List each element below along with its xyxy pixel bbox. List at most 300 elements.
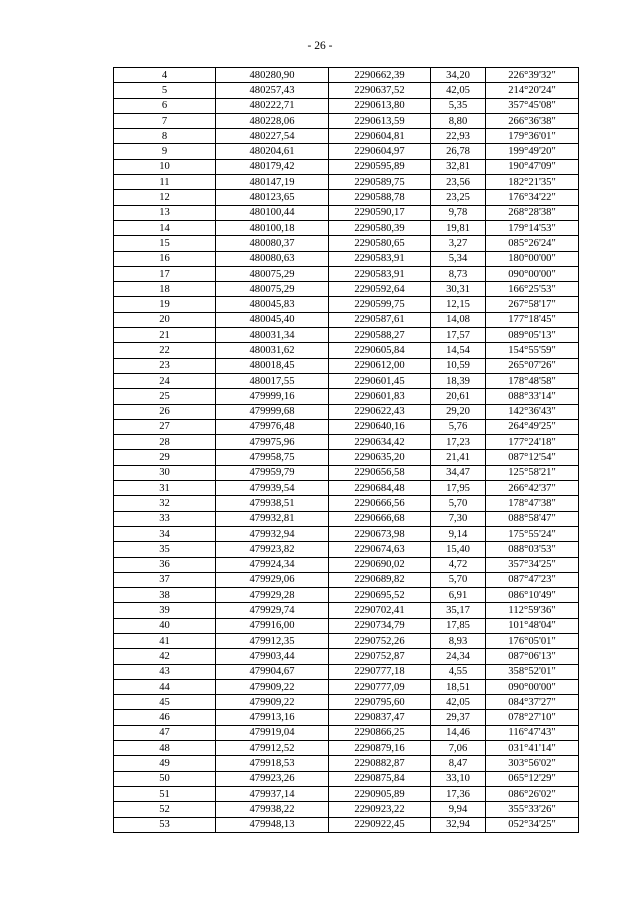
table-row <box>114 343 579 358</box>
distance-cell: 12,15 <box>431 297 486 312</box>
distance-cell: 7,30 <box>431 511 486 526</box>
y-coordinate-cell: 2290613,80 <box>329 98 431 113</box>
table-row <box>114 618 579 633</box>
table-row <box>114 435 579 450</box>
x-coordinate-cell: 480123,65 <box>216 190 329 205</box>
point-number-cell: 7 <box>114 113 216 128</box>
distance-cell: 4,55 <box>431 664 486 679</box>
y-coordinate-cell: 2290580,39 <box>329 220 431 235</box>
y-coordinate-cell: 2290656,58 <box>329 465 431 480</box>
x-coordinate-cell: 479999,16 <box>216 389 329 404</box>
bearing-cell: 087°47'23" <box>486 572 579 587</box>
point-number-cell: 17 <box>114 266 216 281</box>
distance-cell: 22,93 <box>431 129 486 144</box>
bearing-cell: 086°26'02" <box>486 786 579 801</box>
x-coordinate-cell: 480179,42 <box>216 159 329 174</box>
table-row <box>114 312 579 327</box>
distance-cell: 4,72 <box>431 557 486 572</box>
y-coordinate-cell: 2290882,87 <box>329 756 431 771</box>
bearing-cell: 084°37'27" <box>486 695 579 710</box>
distance-cell: 24,34 <box>431 649 486 664</box>
distance-cell: 34,20 <box>431 68 486 83</box>
table-row <box>114 557 579 572</box>
x-coordinate-cell: 480018,45 <box>216 358 329 373</box>
point-number-cell: 31 <box>114 481 216 496</box>
table-row <box>114 511 579 526</box>
y-coordinate-cell: 2290777,09 <box>329 679 431 694</box>
x-coordinate-cell: 479938,51 <box>216 496 329 511</box>
point-number-cell: 27 <box>114 419 216 434</box>
x-coordinate-cell: 480228,06 <box>216 113 329 128</box>
y-coordinate-cell: 2290588,27 <box>329 328 431 343</box>
bearing-cell: 088°03'53" <box>486 542 579 557</box>
table-row <box>114 771 579 786</box>
point-number-cell: 33 <box>114 511 216 526</box>
x-coordinate-cell: 480080,37 <box>216 236 329 251</box>
distance-cell: 9,14 <box>431 526 486 541</box>
point-number-cell: 5 <box>114 83 216 98</box>
bearing-cell: 357°45'08" <box>486 98 579 113</box>
bearing-cell: 087°12'54" <box>486 450 579 465</box>
distance-cell: 17,36 <box>431 786 486 801</box>
table-row <box>114 389 579 404</box>
x-coordinate-cell: 480100,18 <box>216 220 329 235</box>
point-number-cell: 49 <box>114 756 216 771</box>
x-coordinate-cell: 480080,63 <box>216 251 329 266</box>
y-coordinate-cell: 2290837,47 <box>329 710 431 725</box>
point-number-cell: 47 <box>114 725 216 740</box>
point-number-cell: 45 <box>114 695 216 710</box>
distance-cell: 32,81 <box>431 159 486 174</box>
table-row <box>114 603 579 618</box>
bearing-cell: 355°33'26" <box>486 802 579 817</box>
table-row <box>114 802 579 817</box>
bearing-cell: 358°52'01" <box>486 664 579 679</box>
x-coordinate-cell: 480257,43 <box>216 83 329 98</box>
y-coordinate-cell: 2290599,75 <box>329 297 431 312</box>
distance-cell: 18,39 <box>431 373 486 388</box>
table-row <box>114 328 579 343</box>
table-row <box>114 450 579 465</box>
y-coordinate-cell: 2290734,79 <box>329 618 431 633</box>
x-coordinate-cell: 479939,54 <box>216 481 329 496</box>
bearing-cell: 078°27'10" <box>486 710 579 725</box>
bearing-cell: 154°55'59" <box>486 343 579 358</box>
bearing-cell: 265°07'26" <box>486 358 579 373</box>
bearing-cell: 180°00'00" <box>486 251 579 266</box>
table-row <box>114 98 579 113</box>
table-row <box>114 282 579 297</box>
bearing-cell: 303°56'02" <box>486 756 579 771</box>
x-coordinate-cell: 480045,40 <box>216 312 329 327</box>
table-row <box>114 465 579 480</box>
point-number-cell: 44 <box>114 679 216 694</box>
table-row <box>114 679 579 694</box>
table-row <box>114 496 579 511</box>
point-number-cell: 29 <box>114 450 216 465</box>
point-number-cell: 16 <box>114 251 216 266</box>
distance-cell: 14,08 <box>431 312 486 327</box>
x-coordinate-cell: 480017,55 <box>216 373 329 388</box>
table-row <box>114 159 579 174</box>
distance-cell: 5,35 <box>431 98 486 113</box>
x-coordinate-cell: 480031,62 <box>216 343 329 358</box>
distance-cell: 32,94 <box>431 817 486 832</box>
point-number-cell: 51 <box>114 786 216 801</box>
bearing-cell: 031°41'14" <box>486 741 579 756</box>
table-row <box>114 786 579 801</box>
bearing-cell: 267°58'17" <box>486 297 579 312</box>
x-coordinate-cell: 480031,34 <box>216 328 329 343</box>
distance-cell: 5,76 <box>431 419 486 434</box>
distance-cell: 42,05 <box>431 695 486 710</box>
point-number-cell: 21 <box>114 328 216 343</box>
distance-cell: 17,57 <box>431 328 486 343</box>
y-coordinate-cell: 2290666,68 <box>329 511 431 526</box>
table-row <box>114 113 579 128</box>
point-number-cell: 8 <box>114 129 216 144</box>
bearing-cell: 226°39'32" <box>486 68 579 83</box>
x-coordinate-cell: 479937,14 <box>216 786 329 801</box>
y-coordinate-cell: 2290590,17 <box>329 205 431 220</box>
bearing-cell: 166°25'53" <box>486 282 579 297</box>
bearing-cell: 182°21'35" <box>486 175 579 190</box>
bearing-cell: 179°14'53" <box>486 220 579 235</box>
bearing-cell: 177°18'45" <box>486 312 579 327</box>
x-coordinate-cell: 480204,61 <box>216 144 329 159</box>
table-row <box>114 572 579 587</box>
distance-cell: 23,56 <box>431 175 486 190</box>
table-row <box>114 266 579 281</box>
y-coordinate-cell: 2290583,91 <box>329 266 431 281</box>
table-row <box>114 526 579 541</box>
y-coordinate-cell: 2290604,97 <box>329 144 431 159</box>
distance-cell: 7,06 <box>431 741 486 756</box>
y-coordinate-cell: 2290613,59 <box>329 113 431 128</box>
distance-cell: 19,81 <box>431 220 486 235</box>
distance-cell: 8,47 <box>431 756 486 771</box>
point-number-cell: 25 <box>114 389 216 404</box>
distance-cell: 17,85 <box>431 618 486 633</box>
bearing-cell: 088°58'47" <box>486 511 579 526</box>
distance-cell: 20,61 <box>431 389 486 404</box>
table-row <box>114 710 579 725</box>
distance-cell: 29,20 <box>431 404 486 419</box>
x-coordinate-cell: 480222,71 <box>216 98 329 113</box>
distance-cell: 42,05 <box>431 83 486 98</box>
y-coordinate-cell: 2290635,20 <box>329 450 431 465</box>
x-coordinate-cell: 479938,22 <box>216 802 329 817</box>
x-coordinate-cell: 479976,48 <box>216 419 329 434</box>
table-row <box>114 358 579 373</box>
table-row <box>114 144 579 159</box>
table-row <box>114 83 579 98</box>
bearing-cell: 266°36'38" <box>486 113 579 128</box>
bearing-cell: 052°34'25" <box>486 817 579 832</box>
table-row <box>114 68 579 83</box>
x-coordinate-cell: 480280,90 <box>216 68 329 83</box>
distance-cell: 33,10 <box>431 771 486 786</box>
table-row <box>114 419 579 434</box>
y-coordinate-cell: 2290922,45 <box>329 817 431 832</box>
table-row <box>114 725 579 740</box>
x-coordinate-cell: 479929,06 <box>216 572 329 587</box>
bearing-cell: 090°00'00" <box>486 679 579 694</box>
table-row <box>114 297 579 312</box>
point-number-cell: 23 <box>114 358 216 373</box>
y-coordinate-cell: 2290637,52 <box>329 83 431 98</box>
x-coordinate-cell: 479958,75 <box>216 450 329 465</box>
distance-cell: 5,34 <box>431 251 486 266</box>
table-row <box>114 205 579 220</box>
y-coordinate-cell: 2290588,78 <box>329 190 431 205</box>
x-coordinate-cell: 479919,04 <box>216 725 329 740</box>
bearing-cell: 357°34'25" <box>486 557 579 572</box>
bearing-cell: 264°49'25" <box>486 419 579 434</box>
y-coordinate-cell: 2290923,22 <box>329 802 431 817</box>
table-row <box>114 190 579 205</box>
bearing-cell: 125°58'21" <box>486 465 579 480</box>
y-coordinate-cell: 2290674,63 <box>329 542 431 557</box>
point-number-cell: 28 <box>114 435 216 450</box>
point-number-cell: 39 <box>114 603 216 618</box>
point-number-cell: 32 <box>114 496 216 511</box>
distance-cell: 8,73 <box>431 266 486 281</box>
x-coordinate-cell: 479999,68 <box>216 404 329 419</box>
x-coordinate-cell: 479913,16 <box>216 710 329 725</box>
distance-cell: 8,93 <box>431 633 486 648</box>
table-row <box>114 756 579 771</box>
table-row <box>114 633 579 648</box>
y-coordinate-cell: 2290684,48 <box>329 481 431 496</box>
x-coordinate-cell: 479975,96 <box>216 435 329 450</box>
bearing-cell: 178°48'58" <box>486 373 579 388</box>
bearing-cell: 142°36'43" <box>486 404 579 419</box>
x-coordinate-cell: 479918,53 <box>216 756 329 771</box>
y-coordinate-cell: 2290662,39 <box>329 68 431 83</box>
distance-cell: 8,80 <box>431 113 486 128</box>
y-coordinate-cell: 2290583,91 <box>329 251 431 266</box>
point-number-cell: 18 <box>114 282 216 297</box>
bearing-cell: 179°36'01" <box>486 129 579 144</box>
table-row <box>114 129 579 144</box>
table-row <box>114 404 579 419</box>
x-coordinate-cell: 479904,67 <box>216 664 329 679</box>
point-number-cell: 43 <box>114 664 216 679</box>
distance-cell: 26,78 <box>431 144 486 159</box>
bearing-cell: 087°06'13" <box>486 649 579 664</box>
point-number-cell: 22 <box>114 343 216 358</box>
y-coordinate-cell: 2290640,16 <box>329 419 431 434</box>
x-coordinate-cell: 480100,44 <box>216 205 329 220</box>
x-coordinate-cell: 480075,29 <box>216 282 329 297</box>
point-number-cell: 38 <box>114 588 216 603</box>
x-coordinate-cell: 479912,52 <box>216 741 329 756</box>
point-number-cell: 24 <box>114 373 216 388</box>
bearing-cell: 089°05'13" <box>486 328 579 343</box>
y-coordinate-cell: 2290752,87 <box>329 649 431 664</box>
point-number-cell: 36 <box>114 557 216 572</box>
distance-cell: 23,25 <box>431 190 486 205</box>
point-number-cell: 15 <box>114 236 216 251</box>
point-number-cell: 6 <box>114 98 216 113</box>
point-number-cell: 50 <box>114 771 216 786</box>
distance-cell: 17,23 <box>431 435 486 450</box>
x-coordinate-cell: 479959,79 <box>216 465 329 480</box>
point-number-cell: 26 <box>114 404 216 419</box>
y-coordinate-cell: 2290866,25 <box>329 725 431 740</box>
y-coordinate-cell: 2290795,60 <box>329 695 431 710</box>
y-coordinate-cell: 2290604,81 <box>329 129 431 144</box>
table-row <box>114 664 579 679</box>
y-coordinate-cell: 2290673,98 <box>329 526 431 541</box>
distance-cell: 5,70 <box>431 572 486 587</box>
table-row <box>114 175 579 190</box>
y-coordinate-cell: 2290695,52 <box>329 588 431 603</box>
distance-cell: 29,37 <box>431 710 486 725</box>
x-coordinate-cell: 479924,34 <box>216 557 329 572</box>
bearing-cell: 065°12'29" <box>486 771 579 786</box>
y-coordinate-cell: 2290752,26 <box>329 633 431 648</box>
point-number-cell: 10 <box>114 159 216 174</box>
bearing-cell: 116°47'43" <box>486 725 579 740</box>
x-coordinate-cell: 479932,81 <box>216 511 329 526</box>
y-coordinate-cell: 2290905,89 <box>329 786 431 801</box>
y-coordinate-cell: 2290601,45 <box>329 373 431 388</box>
x-coordinate-cell: 479923,82 <box>216 542 329 557</box>
x-coordinate-cell: 479923,26 <box>216 771 329 786</box>
distance-cell: 17,95 <box>431 481 486 496</box>
y-coordinate-cell: 2290689,82 <box>329 572 431 587</box>
y-coordinate-cell: 2290612,00 <box>329 358 431 373</box>
y-coordinate-cell: 2290875,84 <box>329 771 431 786</box>
bearing-cell: 178°47'38" <box>486 496 579 511</box>
bearing-cell: 090°00'00" <box>486 266 579 281</box>
point-number-cell: 37 <box>114 572 216 587</box>
table-row <box>114 817 579 832</box>
page-number: - 26 - <box>307 40 333 52</box>
y-coordinate-cell: 2290605,84 <box>329 343 431 358</box>
y-coordinate-cell: 2290587,61 <box>329 312 431 327</box>
y-coordinate-cell: 2290666,56 <box>329 496 431 511</box>
table-row <box>114 542 579 557</box>
x-coordinate-cell: 479909,22 <box>216 695 329 710</box>
distance-cell: 34,47 <box>431 465 486 480</box>
x-coordinate-cell: 479932,94 <box>216 526 329 541</box>
x-coordinate-cell: 480045,83 <box>216 297 329 312</box>
distance-cell: 18,51 <box>431 679 486 694</box>
point-number-cell: 14 <box>114 220 216 235</box>
bearing-cell: 086°10'49" <box>486 588 579 603</box>
y-coordinate-cell: 2290702,41 <box>329 603 431 618</box>
distance-cell: 10,59 <box>431 358 486 373</box>
distance-cell: 14,54 <box>431 343 486 358</box>
x-coordinate-cell: 479909,22 <box>216 679 329 694</box>
table-row <box>114 481 579 496</box>
distance-cell: 3,27 <box>431 236 486 251</box>
x-coordinate-cell: 479912,35 <box>216 633 329 648</box>
distance-cell: 9,78 <box>431 205 486 220</box>
bearing-cell: 101°48'04" <box>486 618 579 633</box>
point-number-cell: 40 <box>114 618 216 633</box>
y-coordinate-cell: 2290589,75 <box>329 175 431 190</box>
bearing-cell: 177°24'18" <box>486 435 579 450</box>
coordinates-table <box>113 67 579 833</box>
bearing-cell: 088°33'14" <box>486 389 579 404</box>
point-number-cell: 52 <box>114 802 216 817</box>
bearing-cell: 266°42'37" <box>486 481 579 496</box>
table-row <box>114 588 579 603</box>
point-number-cell: 34 <box>114 526 216 541</box>
x-coordinate-cell: 479948,13 <box>216 817 329 832</box>
point-number-cell: 46 <box>114 710 216 725</box>
bearing-cell: 268°28'38" <box>486 205 579 220</box>
bearing-cell: 199°49'20" <box>486 144 579 159</box>
table-row <box>114 236 579 251</box>
distance-cell: 15,40 <box>431 542 486 557</box>
y-coordinate-cell: 2290622,43 <box>329 404 431 419</box>
point-number-cell: 12 <box>114 190 216 205</box>
point-number-cell: 42 <box>114 649 216 664</box>
x-coordinate-cell: 480075,29 <box>216 266 329 281</box>
distance-cell: 5,70 <box>431 496 486 511</box>
distance-cell: 6,91 <box>431 588 486 603</box>
point-number-cell: 11 <box>114 175 216 190</box>
point-number-cell: 53 <box>114 817 216 832</box>
y-coordinate-cell: 2290601,83 <box>329 389 431 404</box>
table-row <box>114 695 579 710</box>
table-row <box>114 251 579 266</box>
y-coordinate-cell: 2290777,18 <box>329 664 431 679</box>
x-coordinate-cell: 480227,54 <box>216 129 329 144</box>
distance-cell: 9,94 <box>431 802 486 817</box>
point-number-cell: 30 <box>114 465 216 480</box>
distance-cell: 21,41 <box>431 450 486 465</box>
point-number-cell: 41 <box>114 633 216 648</box>
y-coordinate-cell: 2290879,16 <box>329 741 431 756</box>
bearing-cell: 085°26'24" <box>486 236 579 251</box>
point-number-cell: 48 <box>114 741 216 756</box>
point-number-cell: 19 <box>114 297 216 312</box>
y-coordinate-cell: 2290690,02 <box>329 557 431 572</box>
coordinates-table-body <box>114 68 579 833</box>
distance-cell: 30,31 <box>431 282 486 297</box>
table-row <box>114 741 579 756</box>
x-coordinate-cell: 479929,28 <box>216 588 329 603</box>
distance-cell: 35,17 <box>431 603 486 618</box>
bearing-cell: 190°47'09" <box>486 159 579 174</box>
bearing-cell: 175°55'24" <box>486 526 579 541</box>
table-row <box>114 649 579 664</box>
bearing-cell: 176°05'01" <box>486 633 579 648</box>
point-number-cell: 35 <box>114 542 216 557</box>
bearing-cell: 214°20'24" <box>486 83 579 98</box>
bearing-cell: 176°34'22" <box>486 190 579 205</box>
point-number-cell: 20 <box>114 312 216 327</box>
x-coordinate-cell: 479903,44 <box>216 649 329 664</box>
y-coordinate-cell: 2290634,42 <box>329 435 431 450</box>
y-coordinate-cell: 2290595,89 <box>329 159 431 174</box>
point-number-cell: 4 <box>114 68 216 83</box>
x-coordinate-cell: 479929,74 <box>216 603 329 618</box>
x-coordinate-cell: 479916,00 <box>216 618 329 633</box>
table-row <box>114 373 579 388</box>
y-coordinate-cell: 2290592,64 <box>329 282 431 297</box>
point-number-cell: 13 <box>114 205 216 220</box>
table-row <box>114 220 579 235</box>
y-coordinate-cell: 2290580,65 <box>329 236 431 251</box>
point-number-cell: 9 <box>114 144 216 159</box>
